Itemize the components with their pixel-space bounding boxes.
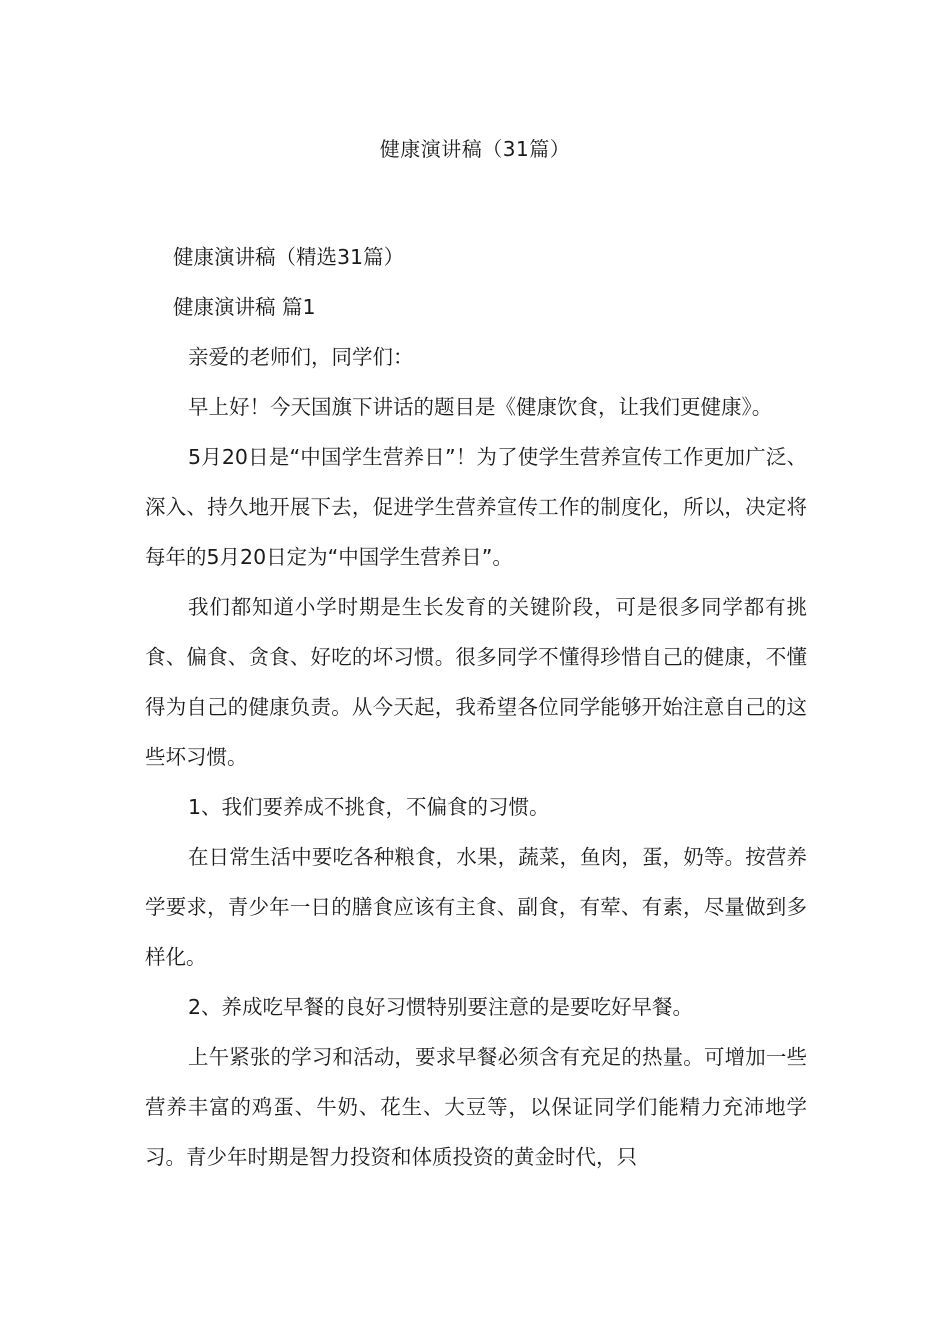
section-heading: 健康演讲稿 篇1 xyxy=(173,295,316,319)
list-item-paragraph: 1、我们要养成不挑食，不偏食的习惯。 xyxy=(188,795,550,819)
body-paragraph: 我们都知道小学时期是生长发育的关键阶段，可是很多同学都有挑食、偏食、贪食、好吃的坏习惯。很多同学不懂得珍惜自己的健康，不懂得为自己的健康负责。从今天起，我希望各位同学能够开始注意自己的这些坏习惯。 xyxy=(145,595,807,769)
body-paragraph: 上午紧张的学习和活动，要求早餐必须含有充足的热量。可增加一些营养丰富的鸡蛋、牛奶、花生、大豆等，以保证同学们能精力充沛地学习。青少年时期是智力投资和体质投资的黄金时代，只 xyxy=(145,1045,807,1169)
document-title: 健康演讲稿（31篇） xyxy=(379,137,571,161)
greeting-paragraph: 亲爱的老师们，同学们： xyxy=(188,345,414,369)
document-body xyxy=(145,232,807,1182)
body-paragraph: 5月20日是“中国学生营养日”！为了使学生营养宣传工作更加广泛、深入、持久地开展下去，促进学生营养宣传工作的制度化，所以，决定将每年的5月20日定为“中国学生营养日”。 xyxy=(145,445,807,569)
body-paragraph: 早上好！今天国旗下讲话的题目是《健康饮食，让我们更健康》。 xyxy=(188,395,773,419)
subtitle-paragraph: 健康演讲稿（精选31篇） xyxy=(173,245,405,269)
list-item-paragraph: 2、养成吃早餐的良好习惯特别要注意的是要吃好早餐。 xyxy=(188,995,694,1019)
body-paragraph: 在日常生活中要吃各种粮食，水果，蔬菜，鱼肉，蛋，奶等。按营养学要求，青少年一日的膳食应该有主食、副食，有荤、有素，尽量做到多样化。 xyxy=(145,845,807,969)
